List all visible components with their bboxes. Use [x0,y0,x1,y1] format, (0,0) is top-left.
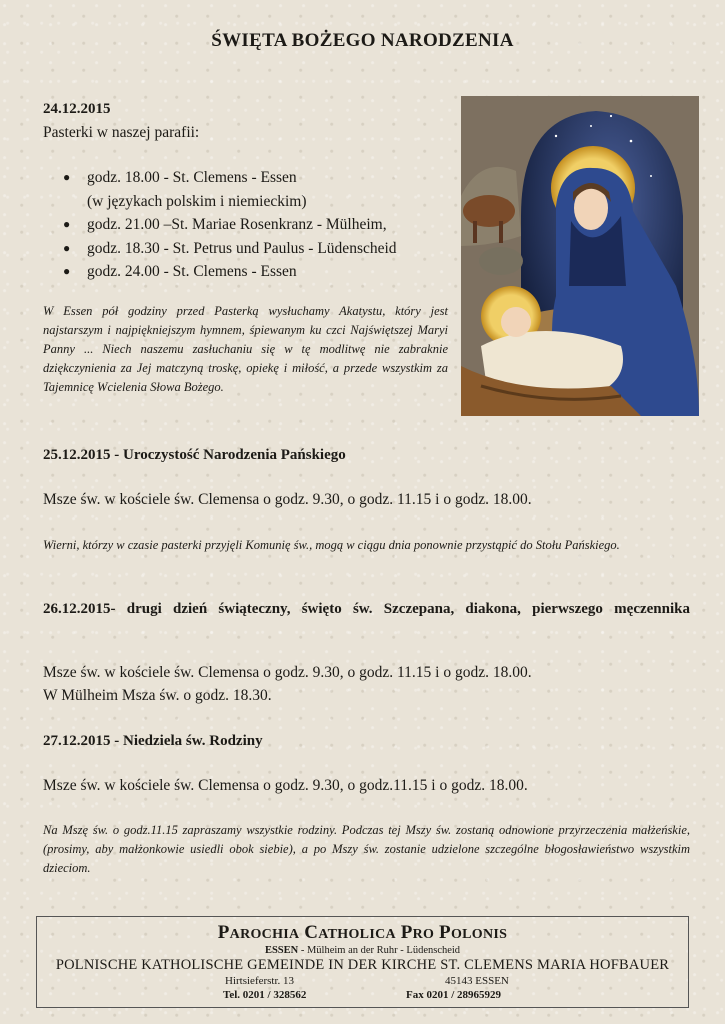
mass-times-25-12: Msze św. w kościele św. Clemensa o godz. 9.30, o godz. 11.15 i o godz. 18.00. [43,491,532,508]
bullet-icon: ● [63,264,71,278]
list-item-text-continued: (w językach polskim i niemieckim) [87,192,307,210]
nativity-image [461,96,699,416]
family-note: Na Mszę św. o godz.11.15 zapraszamy wszystkie rodziny. Podczas tej Mszy św. zostaną odnowione przyrzeczenia małżeńskie, (prosimy, aby małżonkowie usiedli obok siebie), a po Mszy św. zostanie udzielone szczególne błogosławieństwo wszystkim dzieciom. [43,823,690,875]
parish-name-word: PRO [400,922,435,943]
list-item [43,237,443,261]
phone-number: Tel. 0201 / 328562 [223,989,307,1001]
date-heading-24-12: 24.12.2015 [43,101,111,117]
akatyst-note: W Essen pół godziny przed Pasterką wysłuchamy Akatystu, który jest najstarszym i najpiękniejszym hymnem, śpiewanym ku czci Najświętszej Maryi Panny ... Niech naszemu zasłuchaniu się w tę modlitwę nie zabraknie dziękczynienia za Jej matczyną troskę, opiekę i miłość, a przede wszystkim za Tajemnicę Wcielenia Słowa Bożego. [43,304,448,394]
mass-times-27-12: Msze św. w kościele św. Clemensa o godz. 9.30, o godz.11.15 i o godz. 18.00. [43,777,528,794]
mass-times-26-12: Msze św. w kościele św. Clemensa o godz. 9.30, o godz. 11.15 i o godz. 18.00. [43,664,532,681]
german-parish-name: POLNISCHE KATHOLISCHE GEMEINDE IN DER KIRCHE ST. CLEMENS MARIA HOFBAUER [55,957,670,973]
date-heading-25-12: 25.12.2015 - Uroczystość Narodzenia Pańskiego [43,447,346,463]
parish-name-word: CATHOLICA [304,922,396,943]
fax-number: Fax 0201 / 28965929 [406,989,502,1001]
list-item [43,260,443,284]
bullet-icon: ● [63,170,71,184]
parish-name-word: POLONIS [439,922,508,943]
mass-list [43,166,443,284]
page-title: ŚWIĘTA BOŻEGO NARODZENIA [211,30,514,51]
list-item-text: godz. 18.00 - St. Clemens - Essen [87,169,297,186]
city-essen: ESSEN [264,945,299,956]
address-row [37,974,688,988]
mass-muelheim-26-12: W Mülheim Msza św. o godz. 18.30. [43,687,272,704]
parish-footer [36,916,689,1008]
list-item [43,213,443,237]
city-address: 45143 ESSEN [445,975,509,987]
masses-subtitle: Pasterki w naszej parafii: [43,124,200,141]
list-item-text: godz. 21.00 –St. Mariae Rosenkranz - Mülheim, [87,216,387,233]
list-item [43,166,443,213]
list-item-text: godz. 18.30 - St. Petrus und Paulus - Lüdenscheid [87,239,397,257]
date-heading-26-12: 26.12.2015- drugi dzień świąteczny, święto św. Szczepana, diakona, pierwszego męczennika [43,601,690,617]
bullet-icon: ● [63,240,71,255]
parish-name-word: PAROCHIA [217,922,300,943]
parish-name [37,922,688,944]
date-heading-27-12: 27.12.2015 - Niedziela św. Rodziny [43,733,263,749]
parish-locations [37,945,688,956]
contact-row [37,988,688,1002]
street-address: Hirtsieferstr. 13 [225,975,295,987]
communion-note: Wierni, którzy w czasie pasterki przyjęli Komunię św., mogą w ciągu dnia ponownie przystąpić do Stołu Pańskiego. [43,538,620,552]
list-item-text: godz. 24.00 - St. Clemens - Essen [87,263,297,280]
other-cities: - Mülheim an der Ruhr - Lüdenscheid [298,945,461,956]
bullet-icon: ● [63,217,71,231]
